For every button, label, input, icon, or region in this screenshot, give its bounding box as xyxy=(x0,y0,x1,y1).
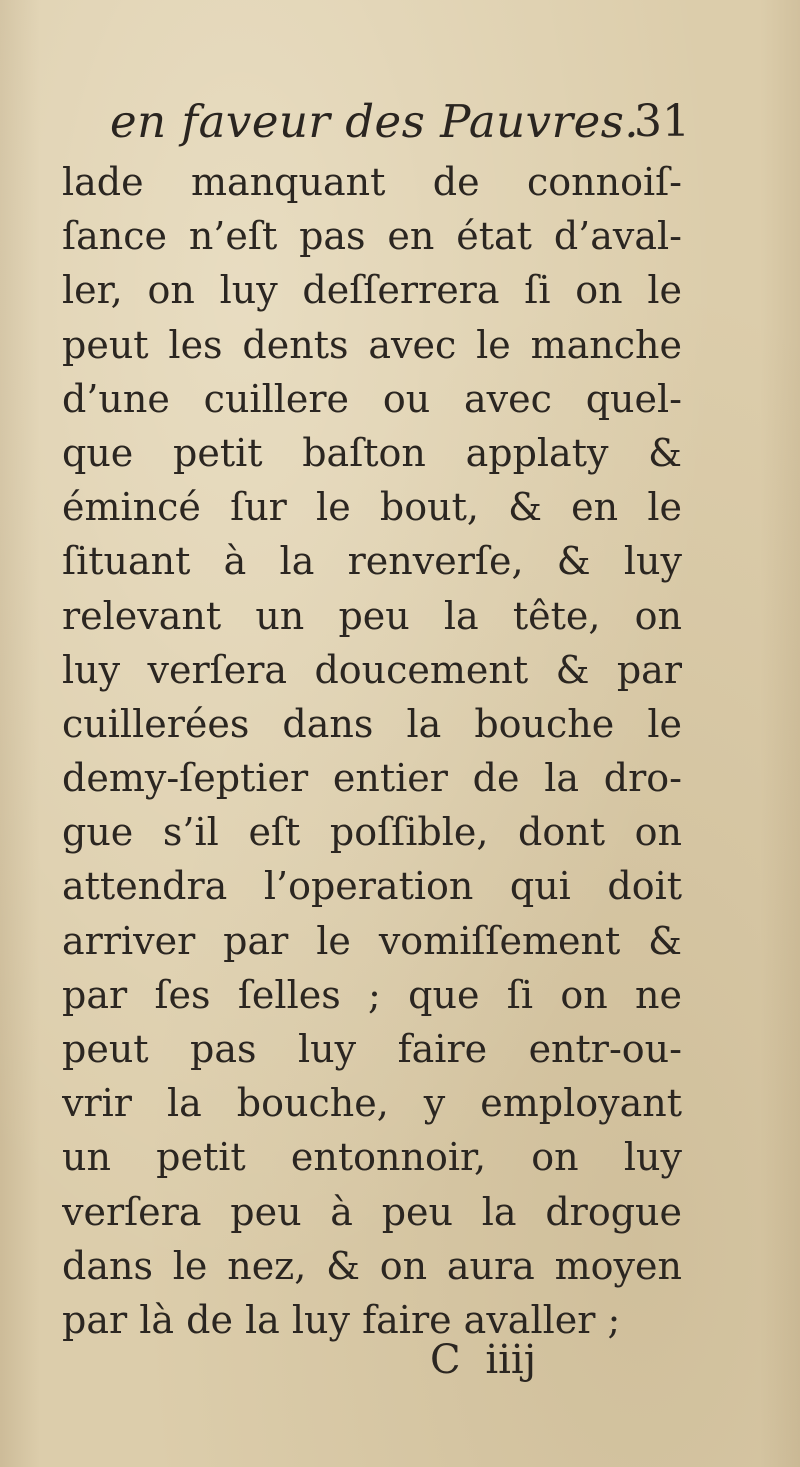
text-line: par là de la luy faire avaller ; xyxy=(62,1297,621,1342)
text-line: gue s’il eſt poſſible, dont on xyxy=(62,810,682,855)
text-line: ſituant à la renverſe, & luy xyxy=(62,539,682,584)
text-line: demy-ſeptier entier de la dro- xyxy=(62,756,682,801)
text-line: relevant un peu la tête, on xyxy=(62,593,682,638)
text-line: un petit entonnoir, on luy xyxy=(62,1135,682,1180)
text-line: luy verſera doucement & par xyxy=(62,647,682,692)
text-line: d’une cuillere ou avec quel- xyxy=(62,376,682,421)
text-line: émincé ſur le bout, & en le xyxy=(62,485,682,530)
signature-mark: C iiij xyxy=(430,1337,537,1383)
text-line: verſera peu à peu la drogue xyxy=(62,1189,682,1234)
text-line: arriver par le vomiſſement & xyxy=(62,918,682,963)
text-line: ſance n’eſt pas en état d’aval- xyxy=(62,214,682,259)
text-line: cuillerées dans la bouche le xyxy=(62,701,682,746)
text-line: peut pas luy faire entr-ou- xyxy=(62,1027,682,1071)
text-line: par ſes ſelles ; que ſi on ne xyxy=(62,972,682,1017)
running-title: en faveur des Pauvres. xyxy=(110,95,640,148)
text-line: dans le nez, & on aura moyen xyxy=(62,1243,682,1288)
text-line: que petit baſton applaty & xyxy=(62,430,682,475)
text-line: ler, on luy deſſerrera ſi on le xyxy=(62,268,682,313)
running-head xyxy=(110,92,690,152)
page-number: 31 xyxy=(634,96,690,147)
text-line: vrir la bouche, y employant xyxy=(62,1081,682,1126)
text-line: lade manquant de connoiſ- xyxy=(62,160,682,204)
text-line: peut les dents avec le manche xyxy=(62,322,682,367)
body-text xyxy=(62,155,682,1347)
text-line: attendra l’operation qui doit xyxy=(62,864,682,909)
